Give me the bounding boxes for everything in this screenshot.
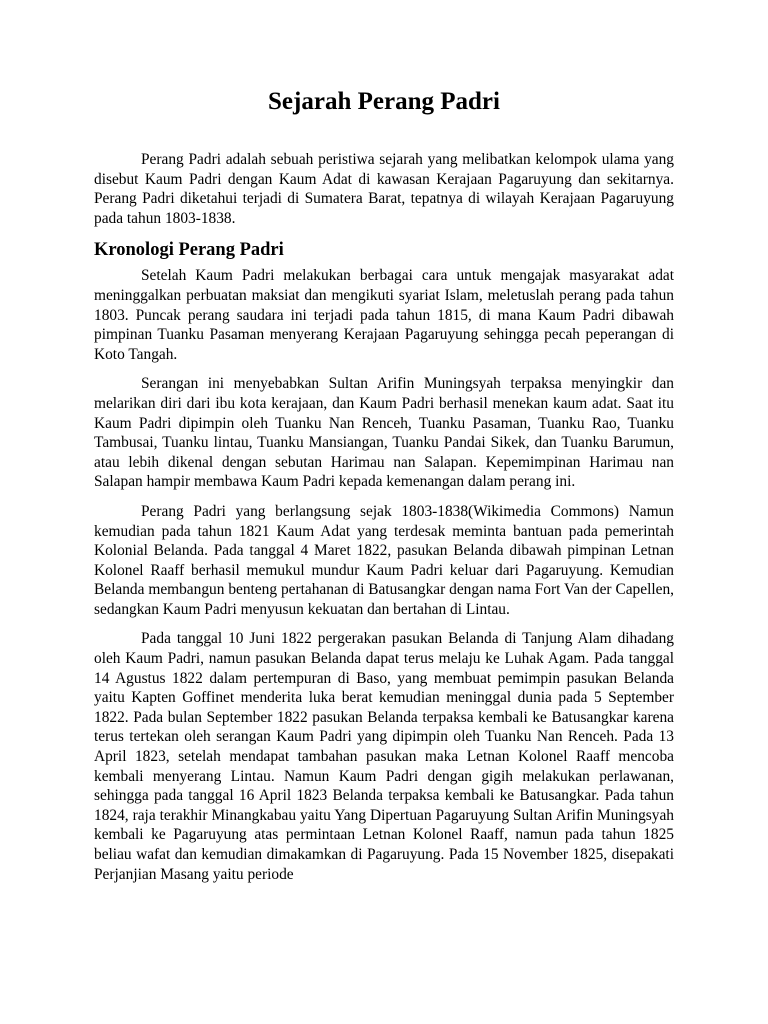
body-paragraph-1: Setelah Kaum Padri melakukan berbagai cara untuk mengajak masyarakat adat meninggalkan perbuatan maksiat dan mengikuti syariat Islam, meletuslah perang pada tahun 1803. Puncak perang saudara ini terjadi pada tahun 1815, di mana Kaum Padri dibawah pimpinan Tuanku Pasaman menyerang Kerajaan Pagaruyung sehingga pecah peperangan di Koto Tangah. (94, 267, 674, 363)
body-paragraph-4: Pada tanggal 10 Juni 1822 pergerakan pasukan Belanda di Tanjung Alam dihadang oleh Kaum Padri, namun pasukan Belanda dapat terus melaju ke Luhak Agam. Pada tanggal 14 Agustus 1822 dalam pertempuran di Baso, yang membuat pemimpin pasukan Belanda yaitu Kapten Goffinet menderita luka berat kemudian meninggal dunia pada 5 September 1822. Pada bulan September 1822 pasukan Belanda terpaksa kembali ke Batusangkar karena terus tertekan oleh serangan Kaum Padri yang dipimpin oleh Tuanku Nan Renceh. Pada 13 April 1823, setelah mendapat tambahan pasukan maka Letnan Kolonel Raaff mencoba kembali menyerang Lintau. Namun Kaum Padri dengan gigih melakukan perlawanan, sehingga pada tanggal 16 April 1823 Belanda terpaksa kembali ke Batusangkar. Pada tahun 1824, raja terakhir Minangkabau yaitu Yang Dipertuan Pagaruyung Sultan Arifin Muningsyah kembali ke Pagaruyung atas permintaan Letnan Kolonel Raaff, namun pada tahun 1825 beliau wafat dan kemudian dimakamkan di Pagaruyung. Pada 15 November 1825, disepakati Perjanjian Masang yaitu periode (94, 630, 674, 883)
document-body (94, 86, 674, 894)
body-paragraph-2: Serangan ini menyebabkan Sultan Arifin Muningsyah terpaksa menyingkir dan melarikan diri dari ibu kota kerajaan, dan Kaum Padri berhasil menekan kaum adat. Saat itu Kaum Padri dipimpin oleh Tuanku Nan Renceh, Tuanku Pasaman, Tuanku Rao, Tuanku Tambusai, Tuanku lintau, Tuanku Mansiangan, Tuanku Pandai Sikek, dan Tuanku Barumun, atau lebih dikenal dengan sebutan Harimau nan Salapan. Kepemimpinan Harimau nan Salapan hampir membawa Kaum Padri kepada kemenangan dalam perang ini. (94, 375, 674, 491)
page-title: Sejarah Perang Padri (268, 88, 500, 115)
body-paragraph-3: Perang Padri yang berlangsung sejak 1803-1838(Wikimedia Commons) Namun kemudian pada tahun 1821 Kaum Adat yang terdesak meminta bantuan pada pemerintah Kolonial Belanda. Pada tanggal 4 Maret 1822, pasukan Belanda dibawah pimpinan Letnan Kolonel Raaff berhasil memukul mundur Kaum Padri keluar dari Pagaruyung. Kemudian Belanda membangun benteng pertahanan di Batusangkar dengan nama Fort Van der Capellen, sedangkan Kaum Padri menyusun kekuatan dan bertahan di Lintau. (94, 502, 674, 618)
intro-paragraph: Perang Padri adalah sebuah peristiwa sejarah yang melibatkan kelompok ulama yang disebut Kaum Padri dengan Kaum Adat di kawasan Kerajaan Pagaruyung dan sekitarnya. Perang Padri diketahui terjadi di Sumatera Barat, tepatnya di wilayah Kerajaan Pagaruyung pada tahun 1803-1838. (94, 151, 674, 227)
section-heading: Kronologi Perang Padri (94, 240, 284, 261)
